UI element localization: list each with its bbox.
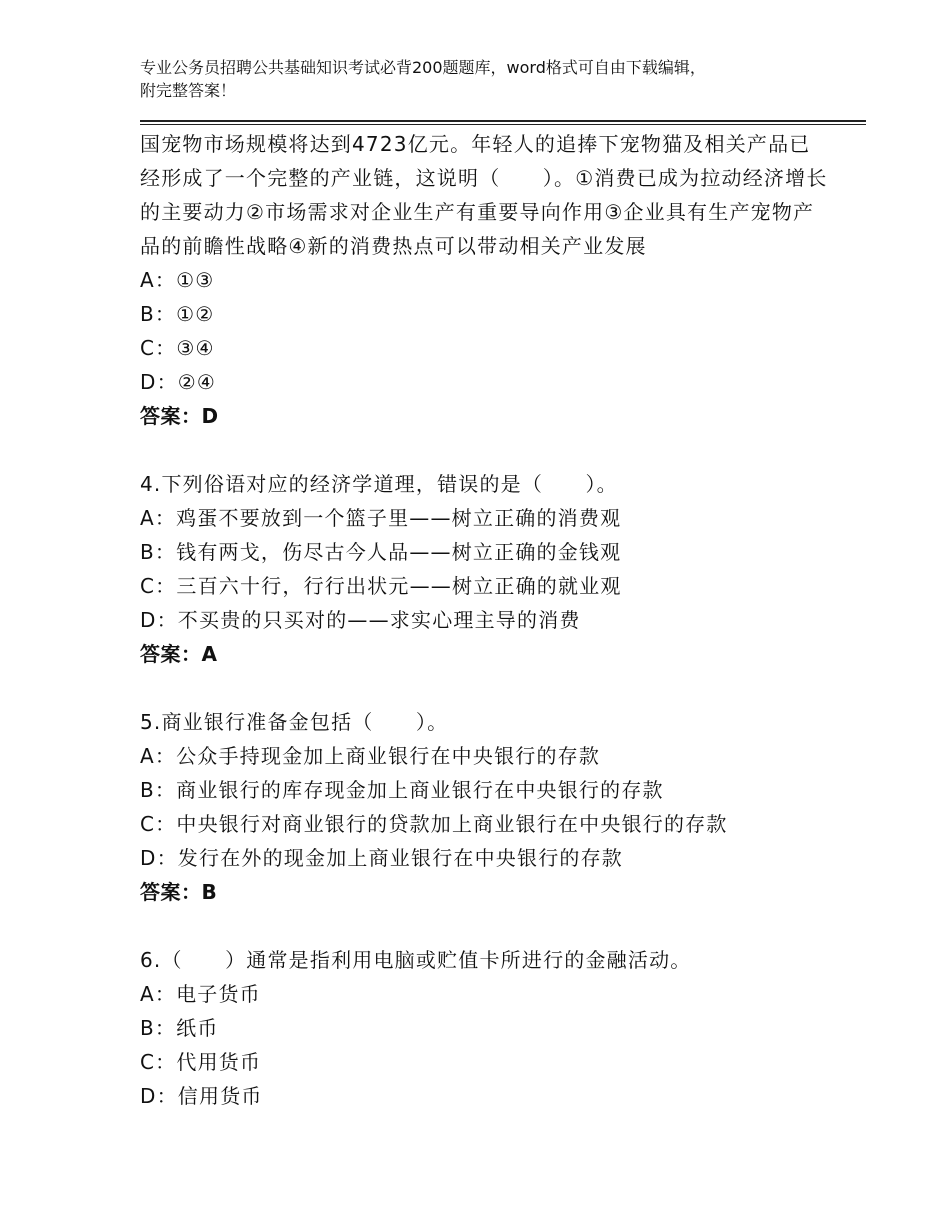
- question-5: [140, 705, 860, 909]
- question-3-option-a: A：①③: [140, 268, 215, 292]
- question-3-stem: 国宠物市场规模将达到4723亿元。年轻人的追捧下宠物猫及相关产品已经形成了一个完整的产业链，这说明（ ）。①消费已成为拉动经济增长的主要动力②市场需求对企业生产有重要导向作用③企业具有生产宠物产品的前瞻性战略④新的消费热点可以带动相关产业发展: [140, 132, 828, 258]
- document-header: [140, 56, 840, 102]
- question-5-option-d: D：发行在外的现金加上商业银行在中央银行的存款: [140, 846, 623, 870]
- question-3-option-b: B：①②: [140, 302, 215, 326]
- question-6: [140, 943, 860, 1113]
- question-3: [140, 127, 860, 433]
- question-4-option-d: D：不买贵的只买对的——求实心理主导的消费: [140, 608, 581, 632]
- question-4-option-b: B：钱有两戈，伤尽古今人品——树立正确的金钱观: [140, 540, 622, 564]
- question-3-option-c: C：③④: [140, 336, 215, 360]
- header-divider-thick: [140, 120, 866, 122]
- header-line-2: 附完整答案！: [140, 81, 237, 100]
- question-5-option-a: A：公众手持现金加上商业银行在中央银行的存款: [140, 744, 601, 768]
- question-4-option-a: A：鸡蛋不要放到一个篮子里——树立正确的消费观: [140, 506, 622, 530]
- question-6-option-b: B：纸币: [140, 1016, 219, 1040]
- question-3-option-d: D：②④: [140, 370, 217, 394]
- question-4-stem: 4.下列俗语对应的经济学道理，错误的是（ ）。: [140, 472, 618, 496]
- question-6-stem: 6.（ ）通常是指利用电脑或贮值卡所进行的金融活动。: [140, 948, 692, 972]
- question-5-stem: 5.商业银行准备金包括（ ）。: [140, 710, 449, 734]
- question-6-option-c: C：代用货币: [140, 1050, 262, 1074]
- question-spacer: [140, 909, 860, 943]
- header-divider-thin: [140, 124, 866, 125]
- question-list: [140, 127, 860, 1113]
- question-5-option-c: C：中央银行对商业银行的贷款加上商业银行在中央银行的存款: [140, 812, 728, 836]
- question-4: [140, 467, 860, 671]
- question-3-answer: 答案：D: [140, 404, 219, 428]
- question-6-option-a: A：电子货币: [140, 982, 261, 1006]
- question-spacer: [140, 671, 860, 705]
- question-5-option-b: B：商业银行的库存现金加上商业银行在中央银行的存款: [140, 778, 664, 802]
- question-4-option-c: C：三百六十行，行行出状元——树立正确的就业观: [140, 574, 622, 598]
- header-line-1: 专业公务员招聘公共基础知识考试必背200题题库，word格式可自由下载编辑，: [140, 58, 706, 77]
- question-6-option-d: D：信用货币: [140, 1084, 263, 1108]
- question-4-answer: 答案：A: [140, 642, 218, 666]
- question-spacer: [140, 433, 860, 467]
- question-5-answer: 答案：B: [140, 880, 218, 904]
